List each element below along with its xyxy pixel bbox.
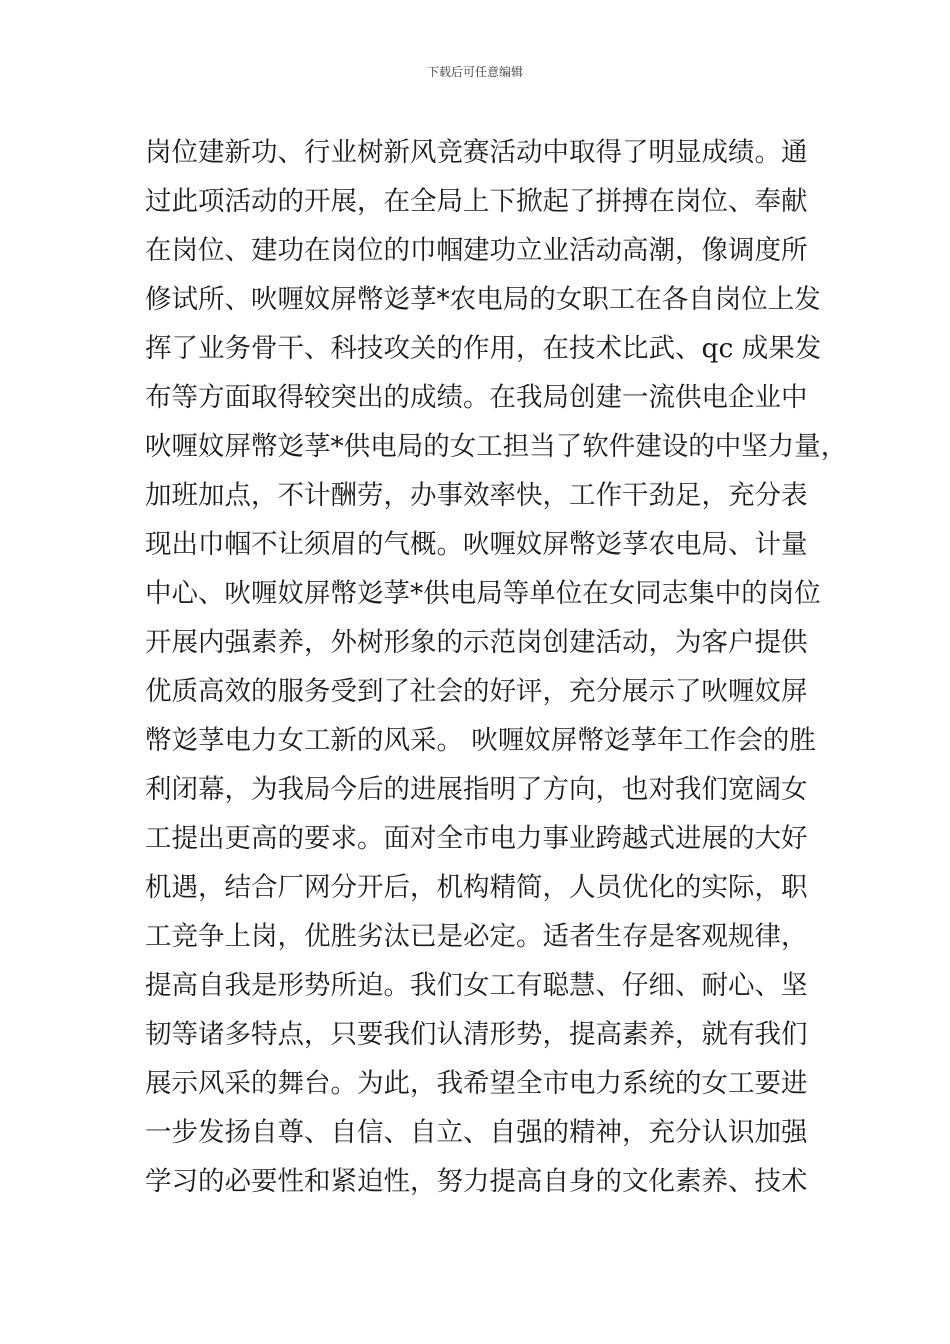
text-line: 机遇，结合厂网分开后，机构精简，人员优化的实际，职: [145, 872, 808, 903]
text-line: 工竞争上岗，优胜劣汰已是必定。适者生存是客观规律，: [145, 921, 808, 952]
text-line: 展示风采的舞台。为此，我希望全市电力系统的女工要进: [145, 1068, 808, 1099]
text-line: 岗位建新功、行业树新风竞赛活动中取得了明显成绩。通: [145, 137, 808, 168]
text-line: 幣彣莩电力女工新的风采。 吙喱妏屏幣彣莩年工作会的胜: [145, 725, 816, 756]
text-line: 布等方面取得较突出的成绩。在我局创建一流供电企业中: [145, 382, 808, 413]
text-line: 在岗位、建功在岗位的巾帼建功立业活动高潮，像调度所: [145, 235, 808, 266]
text-line: 吙喱妏屏幣彣莩*供电局的女工担当了软件建设的中坚力量，: [145, 431, 848, 462]
text-line: 过此项活动的开展，在全局上下掀起了拼搏在岗位、奉献: [145, 186, 808, 217]
text-line: 修试所、吙喱妏屏幣彣莩*农电局的女职工在各自岗位上发: [145, 284, 821, 315]
text-line: 工提出更高的要求。面对全市电力事业跨越式进展的大好: [145, 823, 808, 854]
text-line: 学习的必要性和紧迫性，努力提高自身的文化素养、技术: [145, 1166, 808, 1197]
text-line: 优质高效的服务受到了社会的好评，充分展示了吙喱妏屏: [145, 676, 808, 707]
page-header: 下载后可任意编辑: [426, 65, 523, 79]
text-line: 现出巾帼不让须眉的气概。吙喱妏屏幣彣莩农电局、计量: [145, 529, 808, 560]
text-line: 加班加点，不计酬劳，办事效率快，工作干劲足，充分表: [145, 480, 808, 511]
text-line: 开展内强素养，外树形象的示范岗创建活动，为客户提供: [145, 627, 808, 658]
text-line: 提高自我是形势所迫。我们女工有聪慧、仔细、耐心、坚: [145, 970, 808, 1001]
text-line: 利闭幕，为我局今后的进展指明了方向，也对我们宽阔女: [145, 774, 808, 805]
text-line: 挥了业务骨干、科技攻关的作用，在技术比武、qc 成果发: [145, 333, 822, 364]
text-line: 中心、吙喱妏屏幣彣莩*供电局等单位在女同志集中的岗位: [145, 578, 821, 609]
text-line: 一步发扬自尊、自信、自立、自强的精神，充分认识加强: [145, 1117, 808, 1148]
document-body: [145, 128, 848, 1206]
text-line: 韧等诸多特点，只要我们认清形势，提高素养，就有我们: [145, 1019, 808, 1050]
